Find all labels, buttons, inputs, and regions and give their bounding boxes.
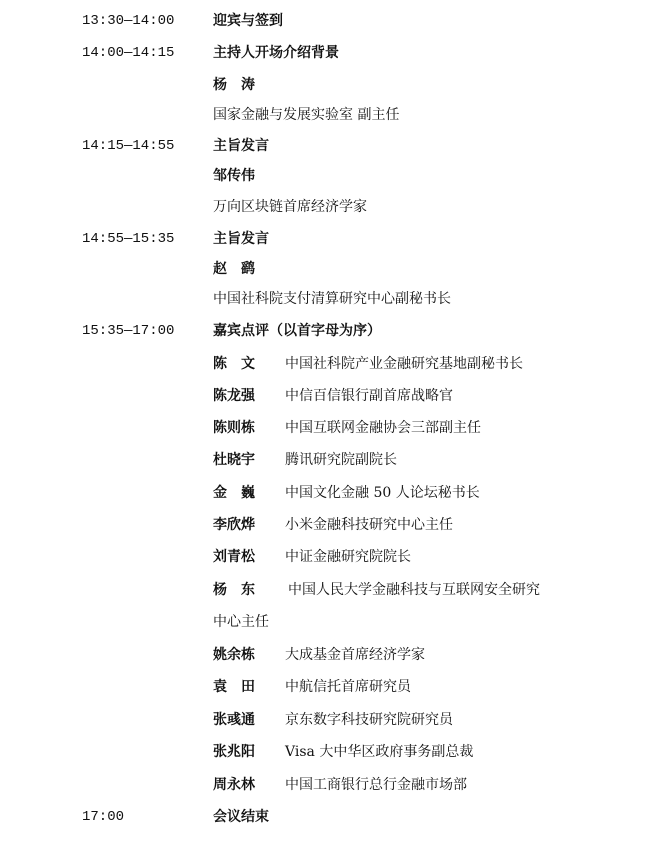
guest-name: 金 巍 — [213, 485, 255, 501]
time-slot-1: 13:30—14:00 — [82, 13, 175, 29]
time-slot-5: 15:35—17:00 — [82, 323, 175, 339]
session-title-2: 主持人开场介绍背景 — [213, 45, 339, 61]
guest-title: 小米金融科技研究中心主任 — [285, 517, 453, 533]
guest-name: 陈则栋 — [213, 420, 255, 436]
guest-name: 姚余栋 — [213, 647, 255, 663]
guest-name: 袁 田 — [213, 679, 255, 695]
guest-title: 中国社科院产业金融研究基地副秘书长 — [285, 356, 523, 372]
guest-title: 中国工商银行总行金融市场部 — [285, 777, 467, 793]
guest-title: 中国文化金融 50 人论坛秘书长 — [285, 485, 480, 501]
guest-title: 京东数字科技研究院研究员 — [285, 712, 453, 728]
guest-title-continued: 中心主任 — [213, 614, 269, 630]
session-title-3: 主旨发言 — [213, 138, 269, 154]
session-title-4: 主旨发言 — [213, 231, 269, 247]
guest-title: 中国互联网金融协会三部副主任 — [285, 420, 481, 436]
guest-title: 大成基金首席经济学家 — [285, 647, 425, 663]
speaker-title-2: 国家金融与发展实验室 副主任 — [213, 107, 400, 123]
speaker-name-3: 邹传伟 — [213, 168, 255, 184]
guest-title: 中国人民大学金融科技与互联网安全研究 — [288, 582, 540, 598]
speaker-title-3: 万向区块链首席经济学家 — [213, 199, 367, 215]
guest-name: 陈龙强 — [213, 388, 255, 404]
speaker-name-2: 杨 涛 — [213, 77, 255, 93]
time-slot-2: 14:00—14:15 — [82, 45, 175, 61]
session-title-6: 会议结束 — [213, 809, 269, 825]
speaker-name-4: 赵 鹞 — [213, 261, 255, 277]
guest-title: Visa 大中华区政府事务副总裁 — [285, 744, 474, 760]
guest-name: 杜晓宇 — [213, 452, 255, 468]
session-title-5: 嘉宾点评（以首字母为序） — [213, 323, 381, 339]
session-title-1: 迎宾与签到 — [213, 13, 283, 29]
guest-title: 中航信托首席研究员 — [285, 679, 411, 695]
guest-name: 张兆阳 — [213, 744, 255, 760]
guest-name: 刘青松 — [213, 549, 255, 565]
guest-title: 中信百信银行副首席战略官 — [285, 388, 453, 404]
guest-name: 李欣烨 — [213, 517, 255, 533]
guest-name: 陈 文 — [213, 356, 255, 372]
time-slot-4: 14:55—15:35 — [82, 231, 175, 247]
guest-title: 中证金融研究院院长 — [285, 549, 411, 565]
guest-title: 腾讯研究院副院长 — [285, 452, 397, 468]
speaker-title-4: 中国社科院支付清算研究中心副秘书长 — [213, 291, 451, 307]
time-slot-6: 17:00 — [82, 809, 125, 825]
guest-name: 杨 东 — [213, 582, 255, 598]
guest-name: 张彧通 — [213, 712, 255, 728]
guest-name: 周永林 — [213, 777, 255, 793]
time-slot-3: 14:15—14:55 — [82, 138, 175, 154]
